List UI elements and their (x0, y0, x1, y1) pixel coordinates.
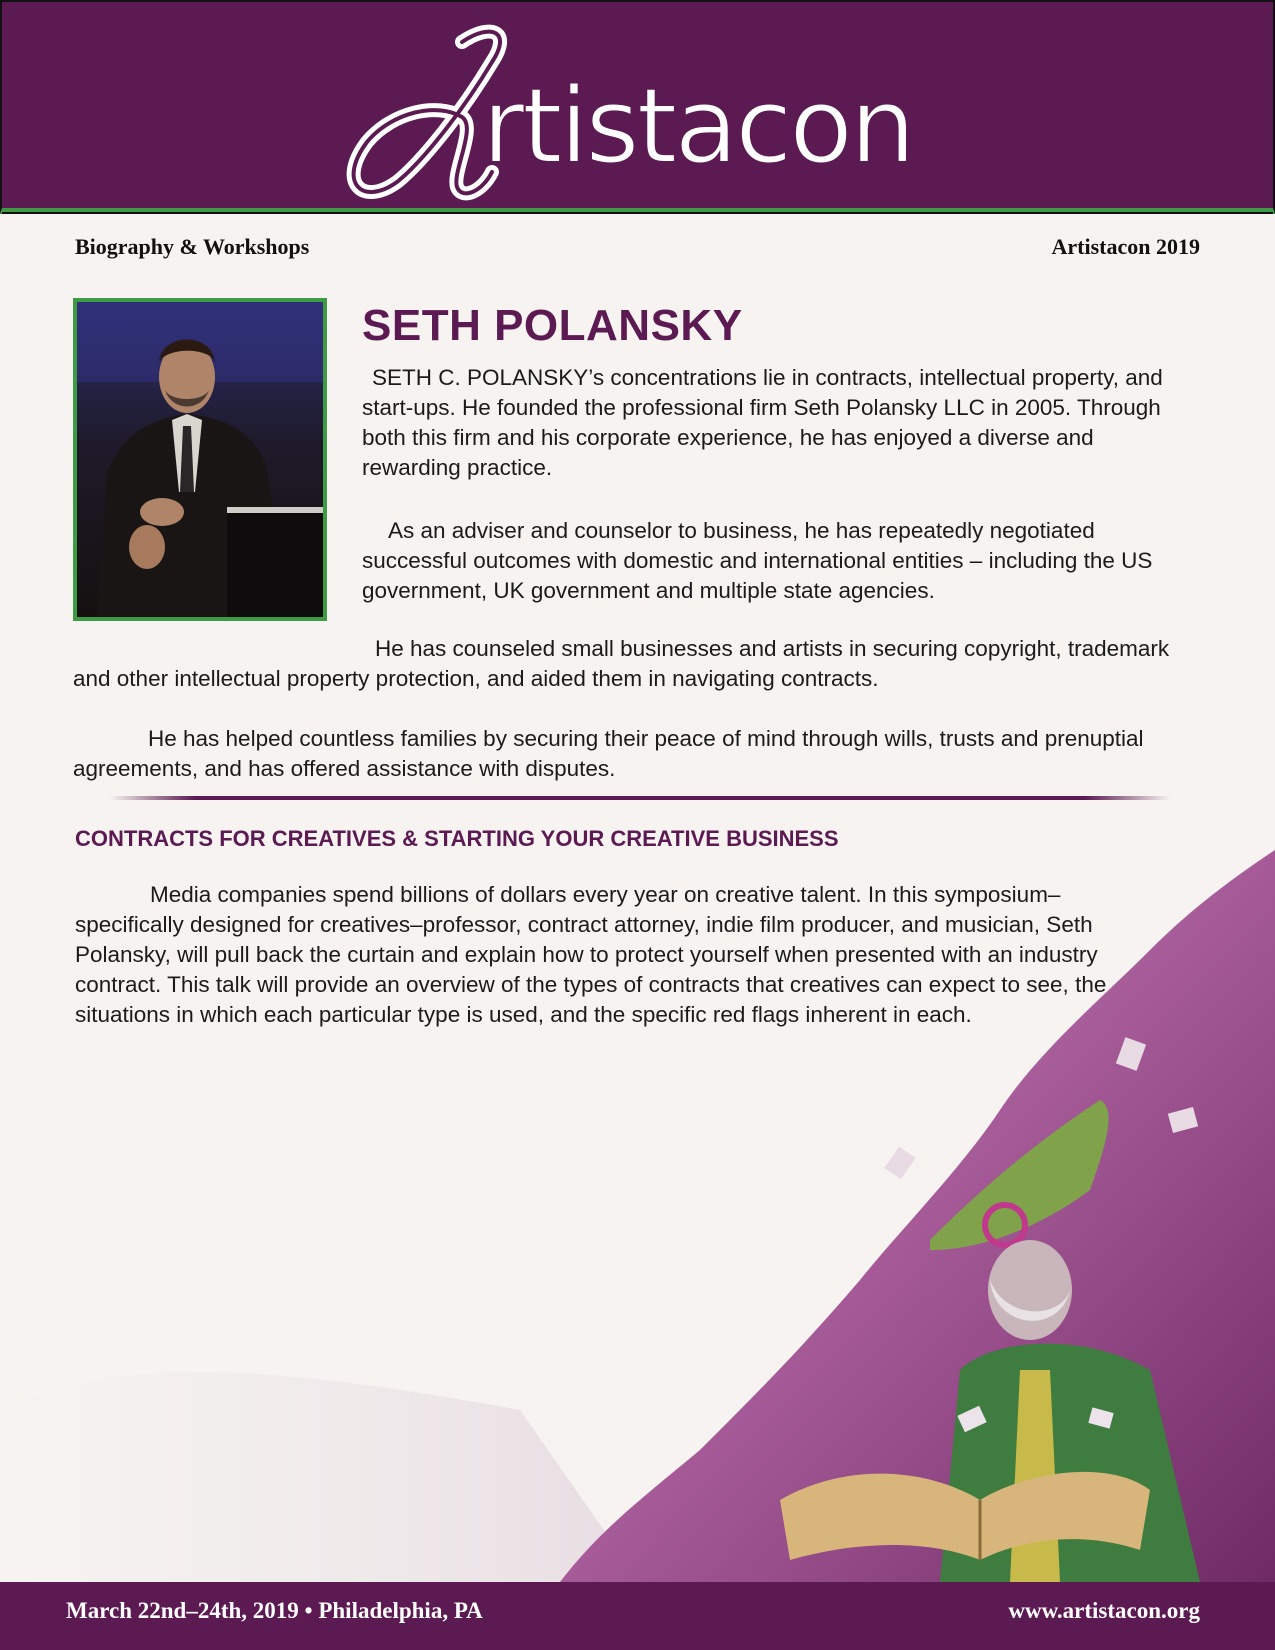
header-banner (0, 0, 1275, 214)
bio-paragraph: SETH C. POLANSKY’s concentrations lie in contracts, intellectual property, and start-ups. He founded the professional firm Seth Polansky LLC in 2005. Through both this firm and his corporate experience, he has enjoyed a diverse and rewarding practice. (362, 365, 1163, 480)
workshop-title: CONTRACTS FOR CREATIVES & STARTING YOUR CREATIVE BUSINESS (75, 826, 839, 851)
section-divider (110, 796, 1170, 800)
workshop-description: Media companies spend billions of dollars every year on creative talent. In this symposium–specifically designed for creatives–professor, contract attorney, indie film producer, and musician, Seth Polansky, will pull back the curtain and explain how to protect yourself when presented with an industry contract. This talk will provide an overview of the types of contracts that creatives can expect to see, the situations in which each particular type is used, and the specific red flags inherent in each. (75, 882, 1107, 1027)
bio-paragraph: As an adviser and counselor to business, he has repeatedly negotiated successful outcomes with domestic and international entities – including the US government, UK government and multiple state agencies. (362, 518, 1153, 603)
bio-paragraph: He has helped countless families by securing their peace of mind through wills, trusts and prenuptial agreements, and has offered assistance with disputes. (73, 726, 1144, 781)
speaker-name: SETH POLANSKY (362, 301, 743, 350)
footer-dates-location: March 22nd–24th, 2019 • Philadelphia, PA (66, 1598, 483, 1623)
speaker-photo (73, 298, 327, 621)
footer-website-link[interactable]: www.artistacon.org (1008, 1598, 1200, 1623)
event-label: Artistacon 2019 (1051, 234, 1200, 259)
artistacon-logo (342, 22, 942, 202)
svg-text:rtistacon: rtistacon (482, 65, 913, 187)
bio-paragraph: He has counseled small businesses and artists in securing copyright, trademark and other intellectual property protection, and aided them in navigating contracts. (73, 636, 1170, 691)
section-label: Biography & Workshops (75, 234, 310, 259)
